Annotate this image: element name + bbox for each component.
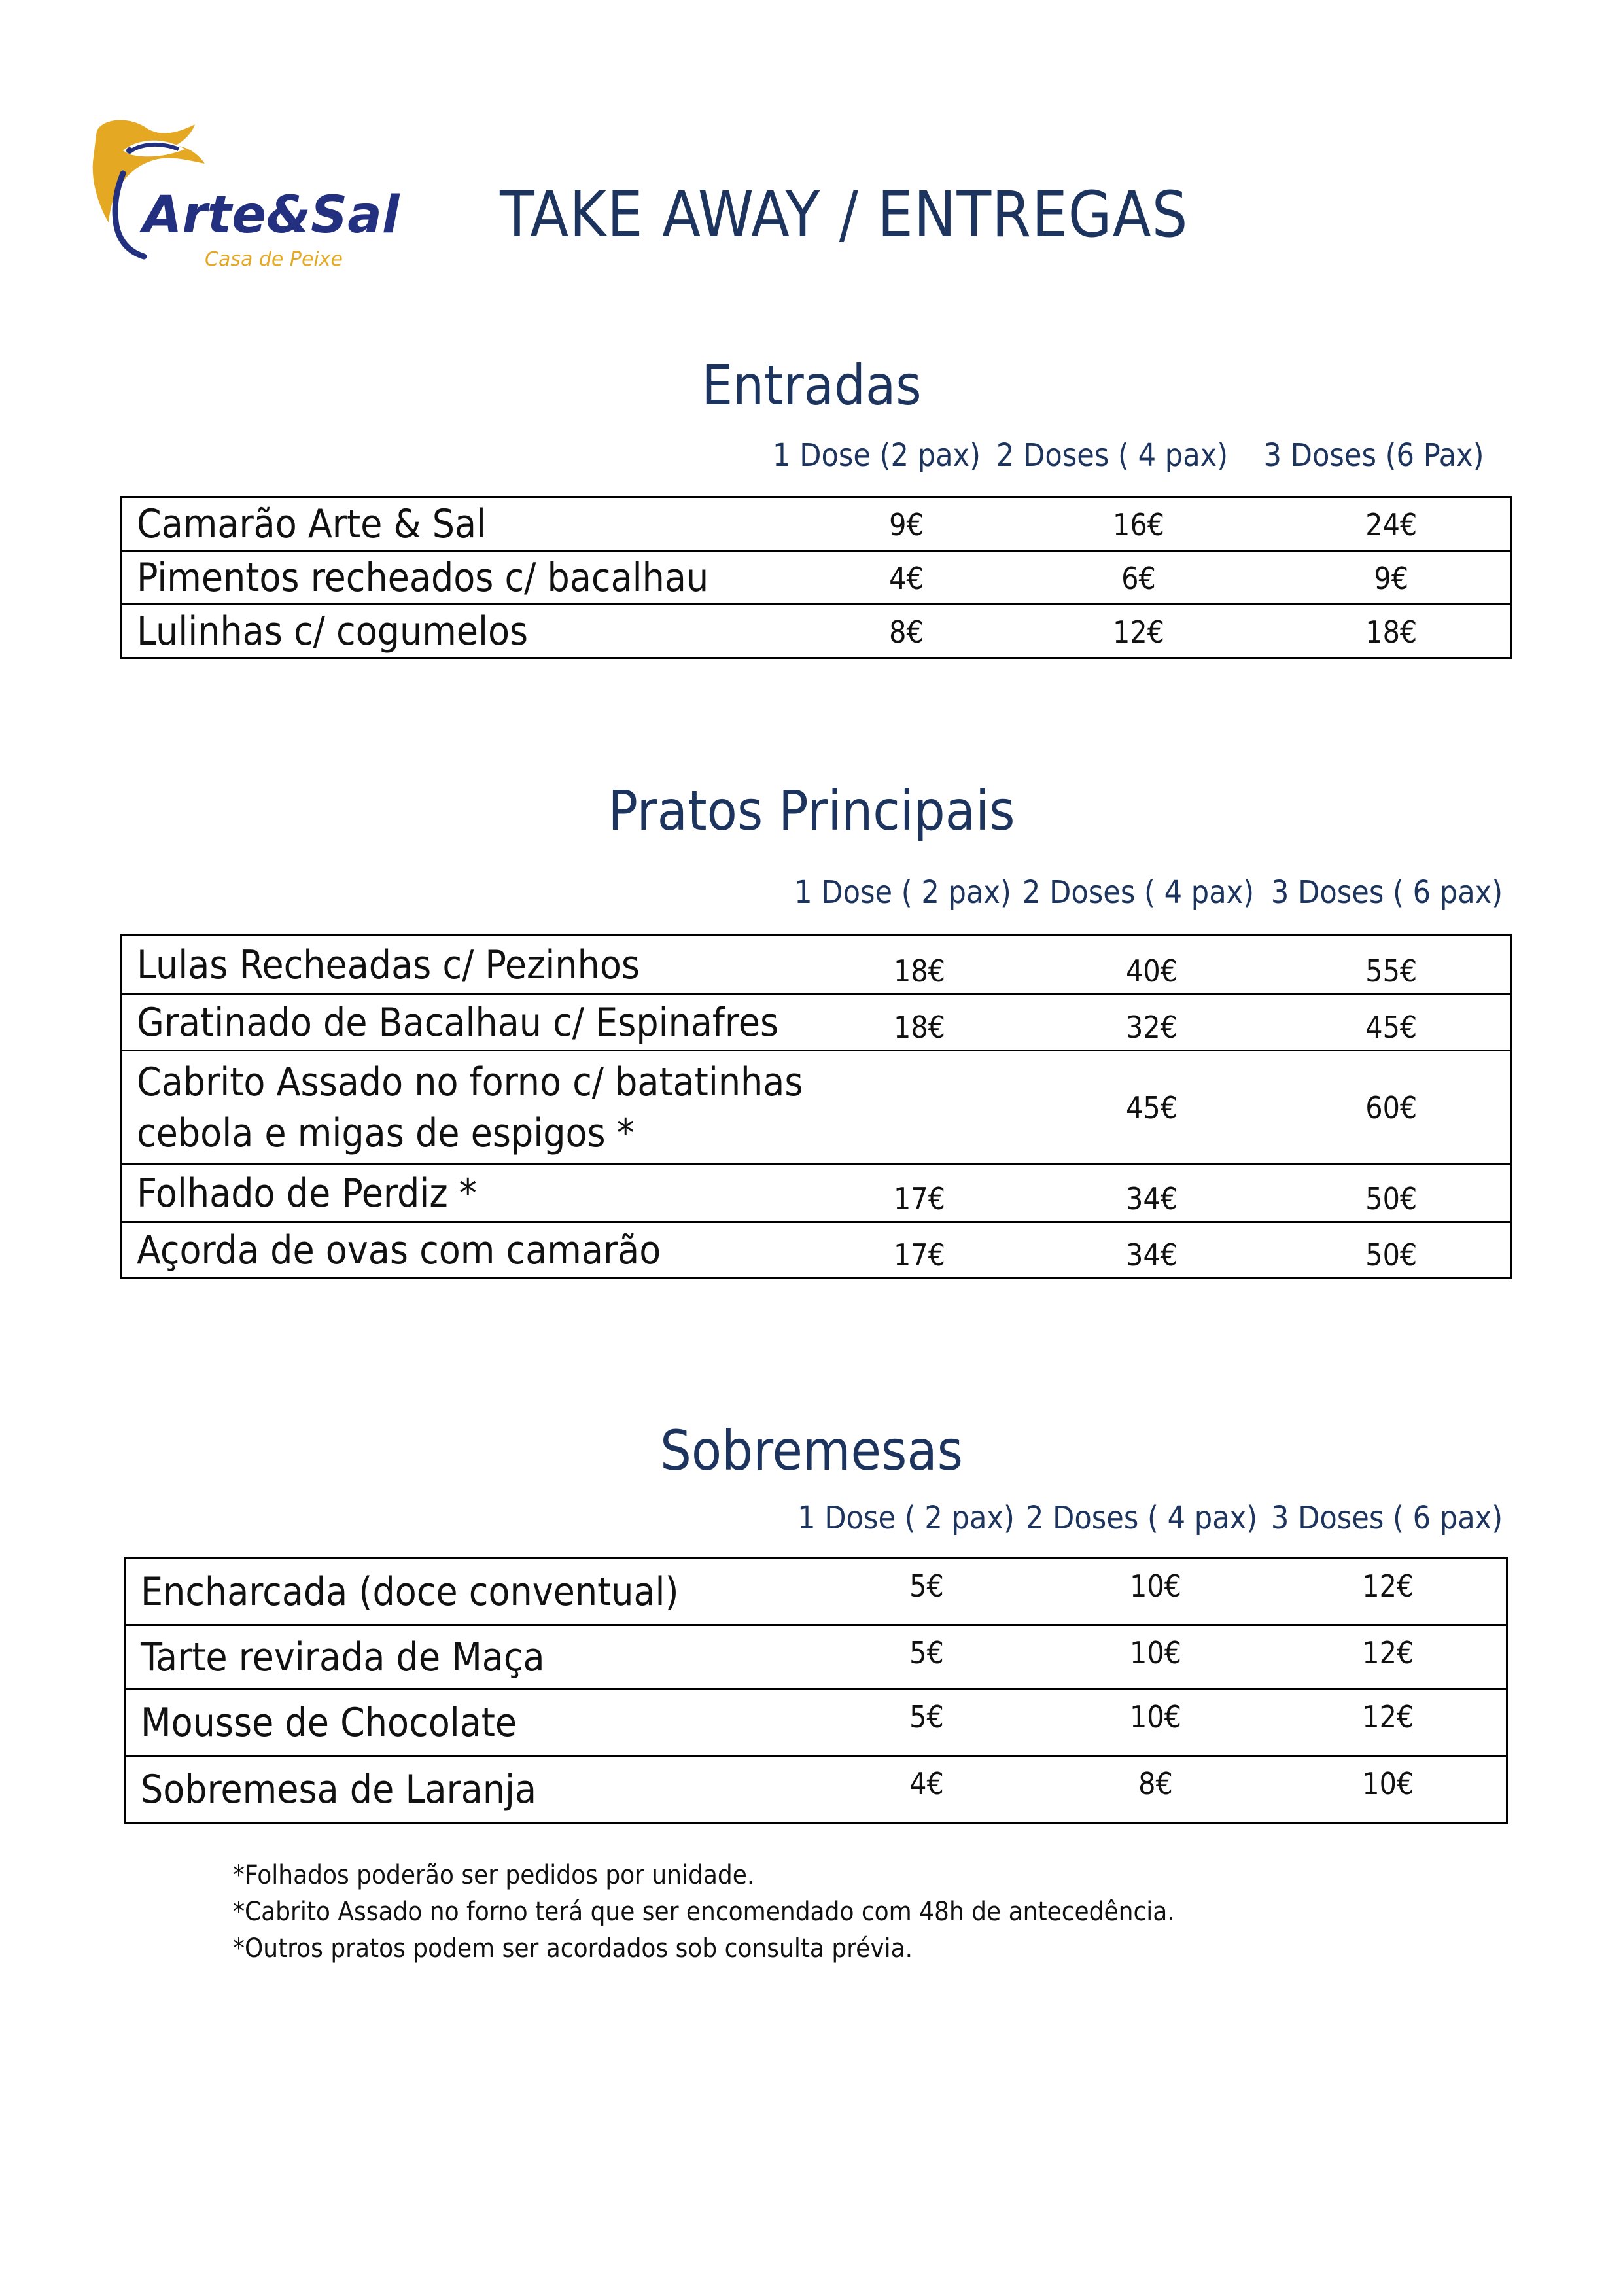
logo-tagline-text: Casa de Peixe <box>205 248 343 271</box>
dish-name: Sobremesa de Laranja <box>126 1756 812 1823</box>
price-3-doses: 12€ <box>1270 1625 1507 1689</box>
dish-name: Tarte revirada de Maça <box>126 1625 812 1689</box>
table-row <box>122 936 1511 995</box>
price-1-dose: 17€ <box>809 1222 1031 1279</box>
page-title: TAKE AWAY / ENTREGAS <box>500 178 1189 251</box>
column-header-3-doses: 3 Doses ( 6 pax) <box>1270 1500 1503 1536</box>
price-2-doses: 40€ <box>1031 936 1273 995</box>
price-3-doses: 9€ <box>1273 551 1511 605</box>
price-1-dose <box>809 1051 1031 1165</box>
table-row <box>126 1756 1507 1823</box>
price-2-doses: 10€ <box>1041 1625 1270 1689</box>
dish-name: Lulas Recheadas c/ Pezinhos <box>122 936 809 995</box>
price-3-doses: 18€ <box>1273 605 1511 658</box>
dish-name: Encharcada (doce conventual) <box>126 1559 812 1625</box>
price-1-dose: 5€ <box>812 1689 1041 1756</box>
column-header-1-dose: 1 Dose ( 2 pax) <box>797 1500 1015 1536</box>
dish-name-line-2: cebola e migas de espigos * <box>137 1110 635 1156</box>
price-2-doses: 10€ <box>1041 1689 1270 1756</box>
table-row <box>122 1165 1511 1222</box>
section-title-sobremesas: Sobremesas <box>659 1419 964 1483</box>
dish-name: Pimentos recheados c/ bacalhau <box>122 551 809 605</box>
price-3-doses: 24€ <box>1273 497 1511 551</box>
price-3-doses: 50€ <box>1273 1165 1511 1222</box>
footnotes <box>233 1857 1175 1967</box>
column-header-2-doses: 2 Doses ( 4 pax) <box>1022 874 1255 911</box>
price-3-doses: 55€ <box>1273 936 1511 995</box>
price-2-doses: 10€ <box>1041 1559 1270 1625</box>
column-header-1-dose: 1 Dose ( 2 pax) <box>794 874 1011 911</box>
price-1-dose: 5€ <box>812 1559 1041 1625</box>
price-1-dose: 4€ <box>809 551 1005 605</box>
price-3-doses: 60€ <box>1273 1051 1511 1165</box>
price-1-dose: 9€ <box>809 497 1005 551</box>
column-header-3-doses: 3 Doses ( 6 pax) <box>1270 874 1503 911</box>
table-row <box>122 551 1511 605</box>
table-row <box>122 1222 1511 1279</box>
table-row <box>122 995 1511 1051</box>
price-3-doses: 12€ <box>1270 1559 1507 1625</box>
price-3-doses: 45€ <box>1273 995 1511 1051</box>
footnote: *Cabrito Assado no forno terá que ser encomendado com 48h de antecedência. <box>233 1897 1175 1927</box>
price-1-dose: 18€ <box>809 995 1031 1051</box>
price-2-doses: 32€ <box>1031 995 1273 1051</box>
price-2-doses: 12€ <box>1005 605 1273 658</box>
dish-name-line-1: Cabrito Assado no forno c/ batatinhas <box>137 1059 803 1105</box>
table-row <box>126 1625 1507 1689</box>
sobremesas-table <box>124 1557 1508 1824</box>
table-row <box>122 497 1511 551</box>
dish-name: Folhado de Perdiz * <box>122 1165 809 1222</box>
price-2-doses: 6€ <box>1005 551 1273 605</box>
table-row <box>122 605 1511 658</box>
column-header-3-doses: 3 Doses (6 Pax) <box>1263 437 1484 474</box>
entradas-table <box>120 496 1512 659</box>
dish-name: Gratinado de Bacalhau c/ Espinafres <box>122 995 809 1051</box>
footnote: *Folhados poderão ser pedidos por unidade. <box>233 1860 755 1890</box>
section-title-entradas: Entradas <box>701 353 922 417</box>
pratos-principais-table <box>120 934 1512 1279</box>
price-1-dose: 8€ <box>809 605 1005 658</box>
price-3-doses: 12€ <box>1270 1689 1507 1756</box>
price-2-doses: 34€ <box>1031 1165 1273 1222</box>
price-3-doses: 50€ <box>1273 1222 1511 1279</box>
price-1-dose: 4€ <box>812 1756 1041 1823</box>
price-1-dose: 5€ <box>812 1625 1041 1689</box>
table-row <box>126 1689 1507 1756</box>
price-2-doses: 45€ <box>1031 1051 1273 1165</box>
dish-name <box>122 1051 809 1165</box>
price-2-doses: 16€ <box>1005 497 1273 551</box>
price-2-doses: 8€ <box>1041 1756 1270 1823</box>
price-3-doses: 10€ <box>1270 1756 1507 1823</box>
footnote: *Outros pratos podem ser acordados sob consulta prévia. <box>233 1934 913 1964</box>
column-header-2-doses: 2 Doses ( 4 pax) <box>1025 1500 1258 1536</box>
table-row <box>126 1559 1507 1625</box>
price-1-dose: 17€ <box>809 1165 1031 1222</box>
dish-name: Açorda de ovas com camarão <box>122 1222 809 1279</box>
price-2-doses: 34€ <box>1031 1222 1273 1279</box>
logo-wordmark-text: Arte&Sal <box>143 186 400 245</box>
section-title-pratos-principais: Pratos Principais <box>608 779 1015 843</box>
column-header-2-doses: 2 Doses ( 4 pax) <box>996 437 1229 474</box>
dish-name: Camarão Arte & Sal <box>122 497 809 551</box>
column-header-1-dose: 1 Dose (2 pax) <box>773 437 981 474</box>
dish-name: Mousse de Chocolate <box>126 1689 812 1756</box>
arte-e-sal-logo <box>84 111 400 275</box>
price-1-dose: 18€ <box>809 936 1031 995</box>
table-row <box>122 1051 1511 1165</box>
dish-name: Lulinhas c/ cogumelos <box>122 605 809 658</box>
